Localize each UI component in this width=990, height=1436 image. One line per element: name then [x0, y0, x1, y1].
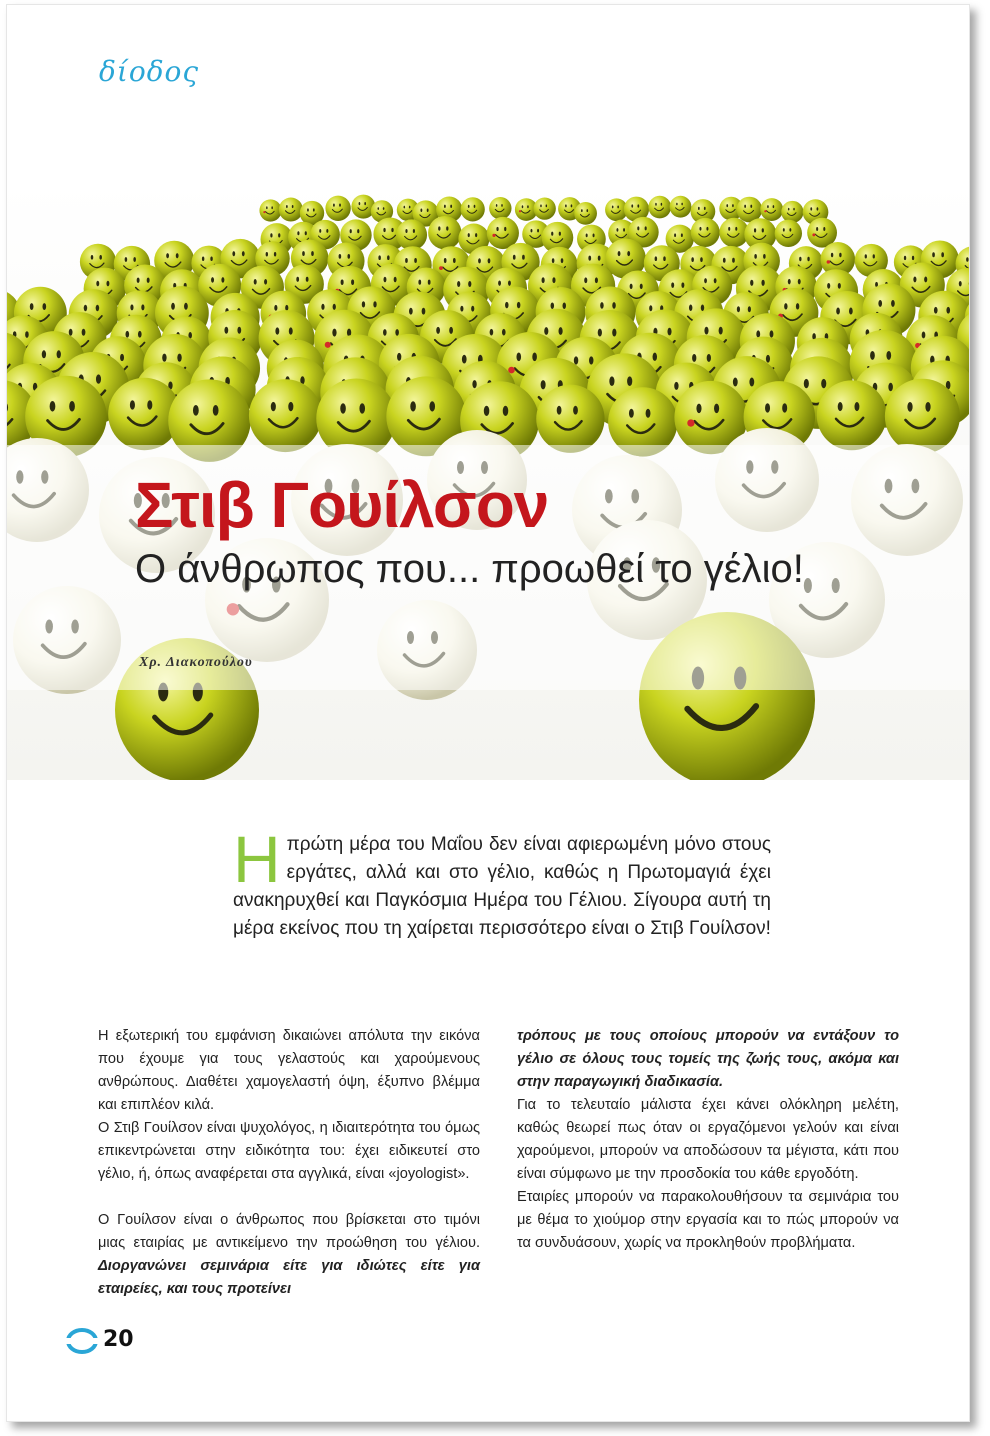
smiley-ball-icon — [325, 196, 350, 221]
smiley-ball-icon — [536, 385, 604, 453]
smiley-ball-icon — [249, 379, 322, 452]
right-paragraph-2: Για το τελευταίο μάλιστα έχει κάνει ολόκληρη μελέτη, καθώς θεωρεί πως όταν οι εργαζόμενοι γελούν και είναι χαρούμενοι, μπορούν να αποδώσουν τα μέγιστα, κάτι που είναι σύμφωνο με την προσδοκία του κάθε εργοδότη. — [517, 1097, 899, 1182]
smiley-ball-icon — [670, 196, 692, 218]
article-author: Χρ. Διακοπούλου — [139, 655, 253, 670]
smiley-ball-icon — [691, 218, 720, 247]
left-column — [98, 1025, 480, 1301]
smiley-ball-icon — [775, 220, 802, 247]
smiley-ball-icon — [534, 197, 556, 219]
drop-cap: Η — [233, 822, 281, 896]
smiley-ball-icon — [781, 201, 803, 223]
smiley-ball-icon — [760, 198, 783, 221]
smiley-ball-icon — [259, 199, 281, 221]
smiley-ball-icon — [648, 196, 671, 219]
smiley-ball-icon — [396, 219, 427, 250]
smiley-ball-icon — [489, 197, 511, 219]
smiley-ball-icon — [817, 380, 887, 450]
lead-text: πρώτη μέρα του Μαΐου δεν είναι αφιερωμένη μόνο στους εργάτες, αλλά και στο γέλιο, καθώς η Πρωτομαγιά έχει ανακηρυχθεί και Παγκόσμια Ημέρα του Γέλιου. Σίγουρα αυτή τη μέρα εκείνος που τη χαίρεται περισσότερο είναι ο Στιβ Γουίλσον! — [233, 834, 771, 939]
folio-ring-icon — [65, 1327, 99, 1355]
article-title: Στιβ Γουίλσον — [135, 469, 549, 541]
left-paragraph-3 — [98, 1209, 480, 1301]
magazine-logo: δίοδος — [99, 55, 200, 88]
smiley-ball-icon — [461, 197, 485, 221]
left-paragraph-1: Η εξωτερική του εμφάνιση δικαιώνει απόλυτα την εικόνα που έχουμε για τους γελαστούς και χαρούμενους ανθρώπους. Διαθέτει χαμογελαστή όψη, έξυπνο βλέμμα και επιπλέον κιλά. — [98, 1028, 480, 1113]
left-paragraph-3-bold: Διοργανώνει σεμινάρια είτε για ιδιώτες είτε για εταιρείες, και τους προτείνει — [98, 1258, 480, 1297]
right-paragraph-1: τρόπους με τους οποίους μπορούν να εντάξουν το γέλιο σε όλους τους τομείς της ζωής τους, ακόμα και στην παραγωγική διαδικασία. — [517, 1028, 899, 1090]
magazine-page — [6, 4, 970, 1422]
page-number: 20 — [103, 1327, 134, 1352]
smiley-ball-icon — [574, 202, 597, 225]
lead-paragraph — [233, 822, 771, 943]
smiley-ball-icon — [885, 379, 960, 454]
right-paragraph-3: Εταιρίες μπορούν να παρακολουθήσουν τα σεμινάρια του με θέμα το χιούμορ στην εργασία και το πώς μπορούν να τα συνδυάσουν, χωρίς να προκληθούν προβλήματα. — [517, 1189, 899, 1251]
right-column — [517, 1025, 899, 1255]
smiley-ball-icon — [428, 216, 461, 249]
left-paragraph-3-text: Ο Γουίλσον είναι ο άνθρωπος που βρίσκεται στο τιμόνι μιας εταιρίας με αντικείμενο την προώθηση του γέλιου. — [98, 1212, 480, 1251]
article-subtitle: Ο άνθρωπος που... προωθεί το γέλιο! — [135, 547, 804, 591]
left-paragraph-2: Ο Στιβ Γουίλσον είναι ψυχολόγος, η ιδιαιτερότητα του όμως επικεντρώνεται στην ειδικότητα του: έχει ειδικευτεί στο γέλιο, ή, όπως αναφέρεται στα αγγλικά, είναι «joyologist». — [98, 1120, 480, 1182]
smiley-ball-icon — [279, 198, 303, 222]
